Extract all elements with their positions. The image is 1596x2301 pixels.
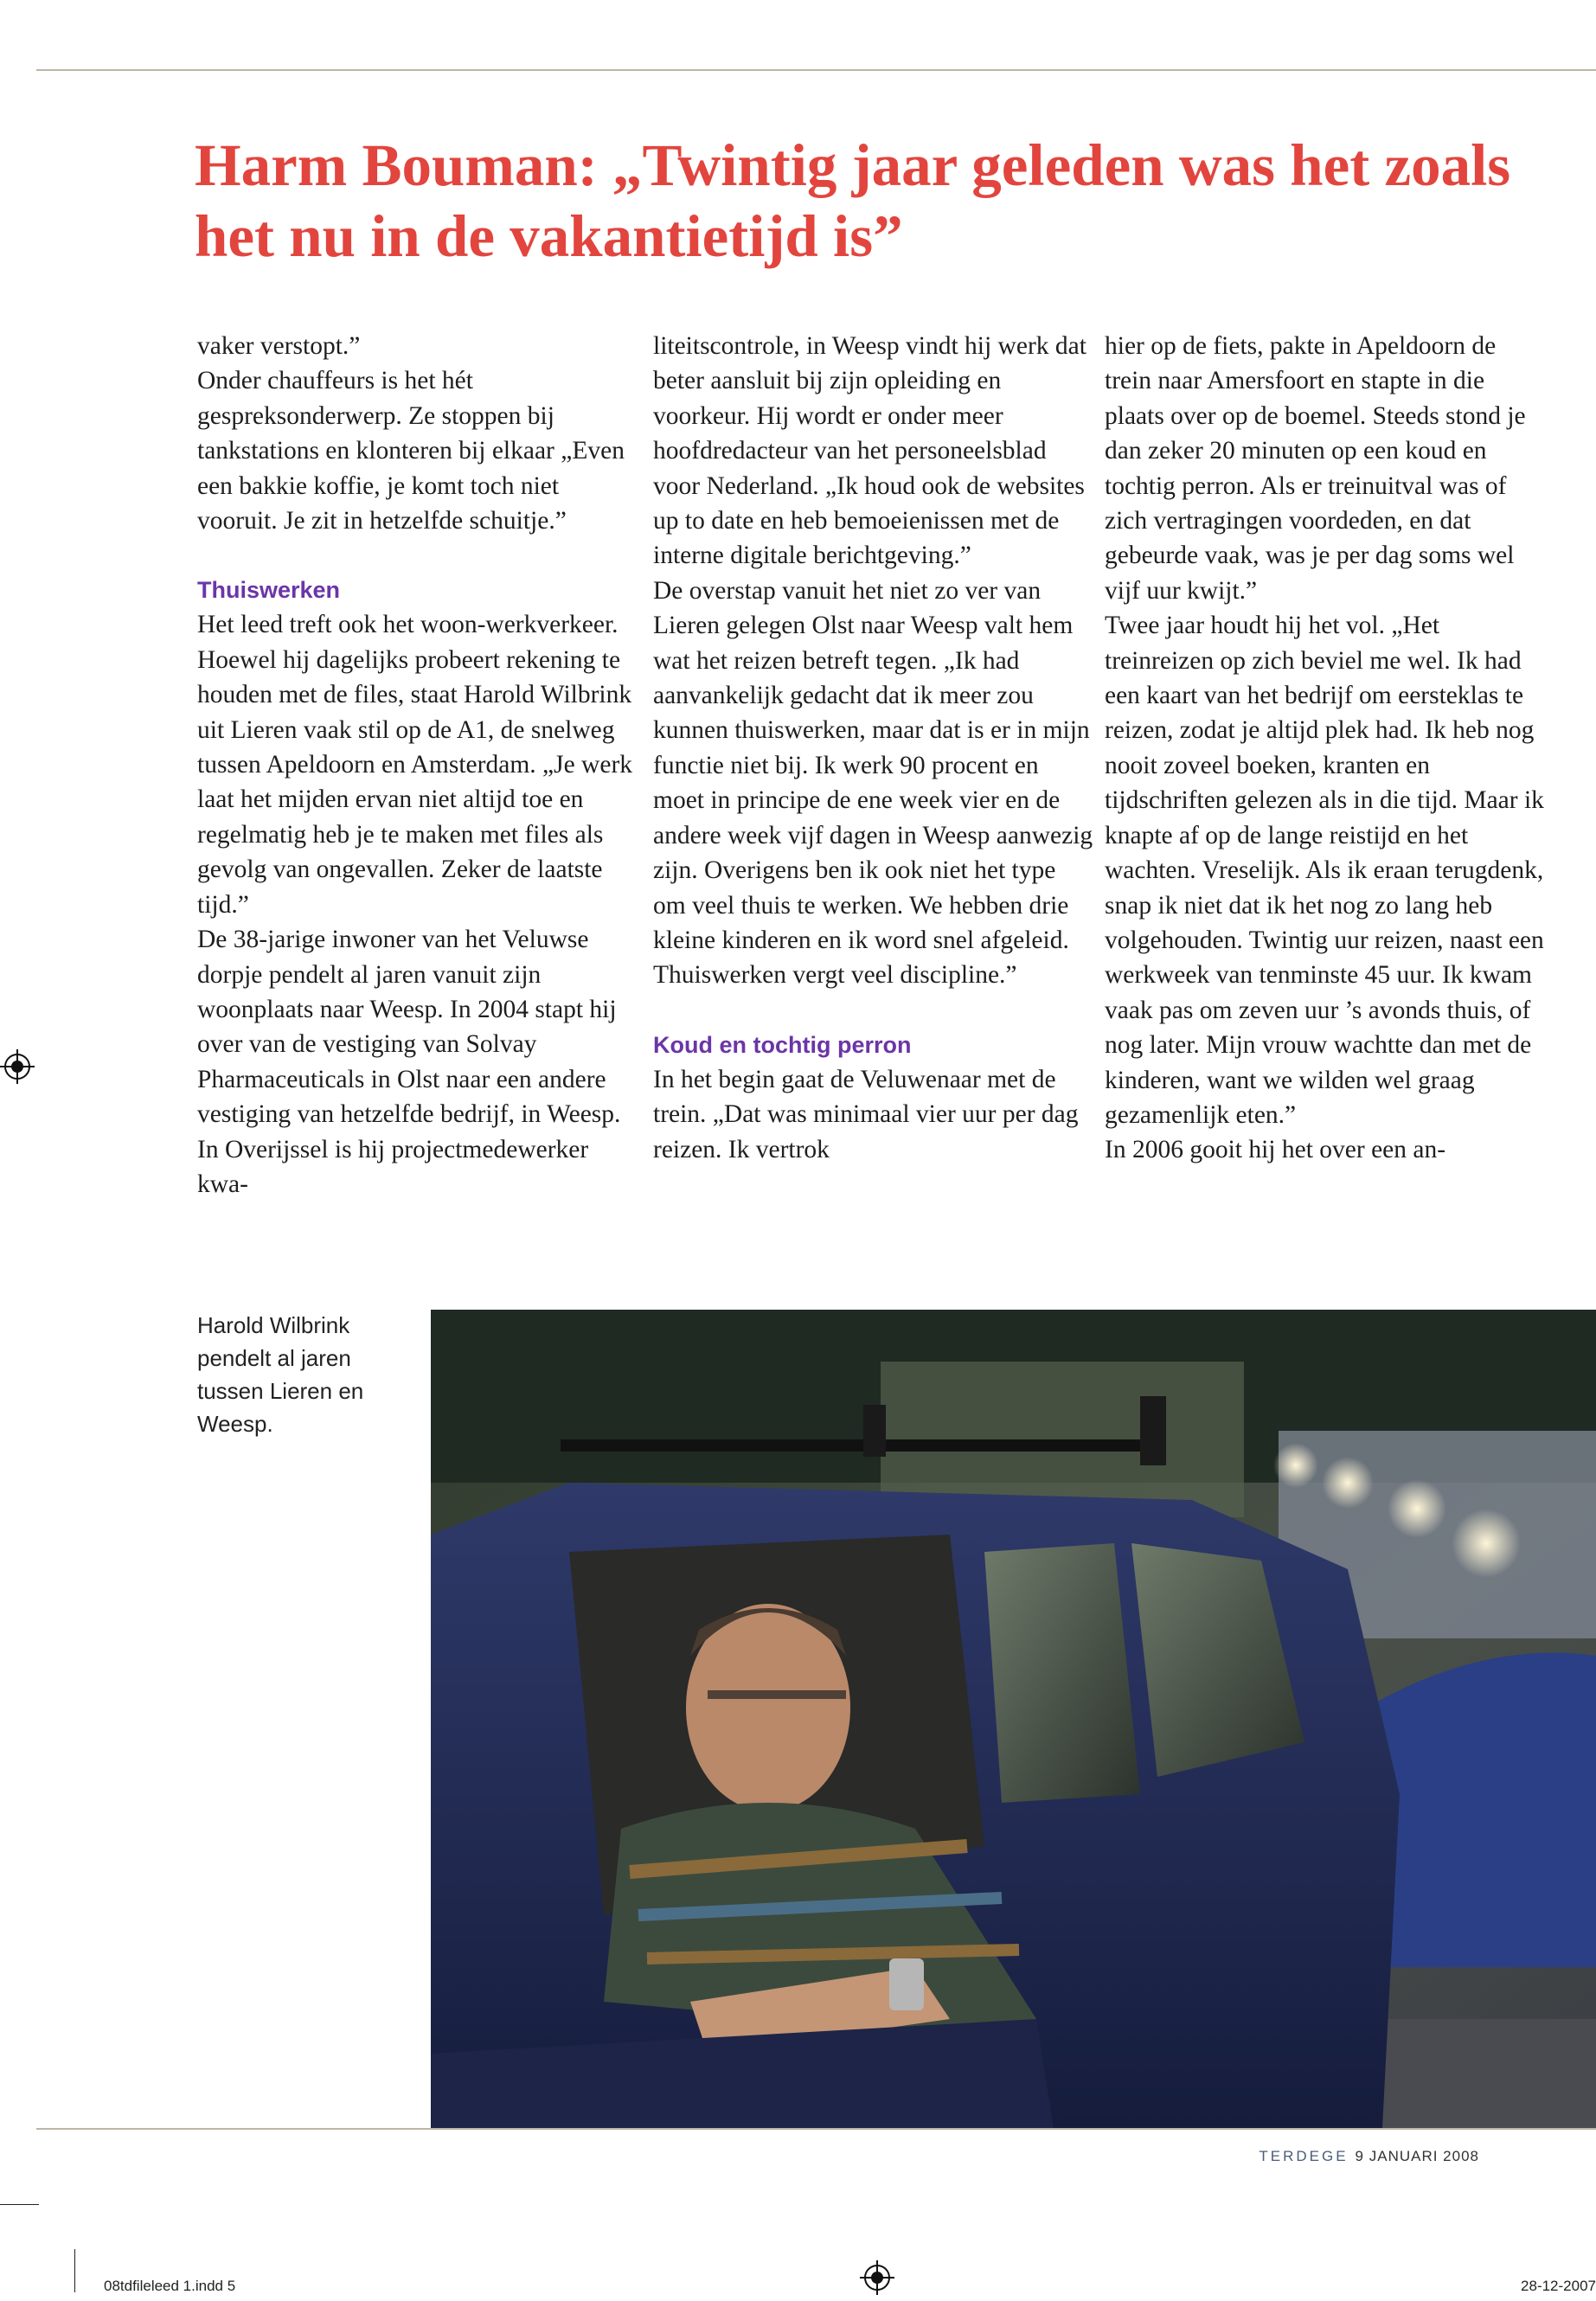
subheading-thuiswerken: Thuiswerken: [197, 577, 341, 604]
article-photo: [431, 1310, 1596, 2128]
paragraph: In 2006 gooit hij het over een an-: [1105, 1136, 1446, 1164]
article-column-2: [653, 329, 1094, 1167]
top-rule: [36, 69, 1596, 71]
paragraph: hier op de fiets, pakte in Apeldoorn de trein naar Amersfoort en stapte in die plaats over op de boemel. Steeds stond je dan zeker 20 minuten op een koud en tochtig perron. Als er treinuitval was of zich vertragingen voordeden, en dat gebeurde vaak, was je per dag soms wel vijf uur kwijt.”: [1105, 332, 1526, 605]
registration-mark-icon: [0, 1049, 35, 1084]
paragraph: liteitscontrole, in Weesp vindt hij werk dat beter aansluit bij zijn opleiding en voorkeur. Hij wordt er onder meer hoofdredacteur van het personeelsblad voor Nederland. „Ik houd ook de websites up to date en heb bemoeienissen met de interne digitale berichtgeving.”: [653, 332, 1086, 570]
print-date: 28-12-2007: [1521, 2278, 1596, 2294]
photo-caption: Harold Wilbrink pendelt al jaren tussen Lieren en Weesp.: [197, 1312, 364, 1437]
article-column-1: [197, 329, 638, 1202]
paragraph: De 38-jarige inwoner van het Veluwse dorpje pendelt al jaren vanuit zijn woonplaats naar Weesp. In 2004 stapt hij over van de vestiging van Solvay Pharmaceuticals in Olst naar een andere vestiging van hetzelfde bedrijf, in Weesp. In Overijssel is hij projectmedewerker kwa-: [197, 926, 621, 1198]
file-slug: 08tdfileleed 1.indd 5: [104, 2278, 236, 2294]
paragraph: Twee jaar houdt hij het vol. „Het treinreizen op zich beviel me wel. Ik had een kaart van het bedrijf om eersteklas te reizen, zodat je altijd plek had. Ik heb nog nooit zoveel boeken, kranten en tijdschriften gelezen als in die tijd. Maar ik knapte af op de lange reistijd en het wachten. Vreselijk. Als ik eraan terugdenk, snap ik niet dat ik het nog zo lang heb volgehouden. Twintig uur reizen, naast een werkweek van tenminste 45 uur. Ik kwam vaak pas om zeven uur ’s avonds thuis, of nog later. Mijn vrouw wachtte dan met de kinderen, want we wilden wel graag gezamenlijk eten.”: [1105, 612, 1544, 1129]
bottom-rule: [36, 2128, 1596, 2130]
crop-mark-left: [0, 2204, 39, 2205]
headline: Harm Bouman: „Twintig jaar geleden was het zoals het nu in de vakantietijd is”: [195, 132, 1511, 269]
paragraph: Het leed treft ook het woon-werkverkeer. Hoewel hij dagelijks probeert rekening te houden met de files, staat Harold Wilbrink uit Lieren vaak stil op de A1, de snelweg tussen Apeldoorn en Amsterdam. „Je werk laat het mijden ervan niet altijd toe en regelmatig heb je te maken met files als gevolg van ongevallen. Zeker de laatste tijd.”: [197, 611, 633, 919]
crop-mark-bottom: [74, 2249, 75, 2292]
magazine-name: TERDEGE: [1259, 2148, 1349, 2164]
paragraph: vaker verstopt.”: [197, 332, 361, 360]
paragraph: De overstap vanuit het niet zo ver van Lieren gelegen Olst naar Weesp valt hem wat het reizen betreft tegen. „Ik had aanvankelijk gedacht dat ik meer zou kunnen thuiswerken, maar dat is er in mijn functie niet bij. Ik werk 90 procent en moet in principe de ene week vier en de andere week vijf dagen in Weesp aanwezig zijn. Overigens ben ik ook niet het type om veel thuis te werken. We hebben drie kleine kinderen en ik word snel afgeleid. Thuiswerken vergt veel discipline.”: [653, 576, 1093, 990]
paragraph: In het begin gaat de Veluwenaar met de trein. „Dat was minimaal vier uur per dag reizen. Ik vertrok: [653, 1065, 1079, 1163]
issue-date: 9 JANUARI 2008: [1355, 2148, 1479, 2164]
paragraph: Onder chauffeurs is het hét gespreksonderwerp. Ze stoppen bij tankstations en klonteren bij elkaar „Even een bakkie koffie, je komt toch niet vooruit. Je zit in hetzelfde schuitje.”: [197, 367, 625, 535]
article-column-3: [1105, 329, 1546, 1168]
magazine-footer: [1259, 2148, 1479, 2165]
registration-mark-icon: [860, 2260, 894, 2295]
subheading-koud-en-tochtig-perron: Koud en tochtig perron: [653, 1031, 912, 1058]
photo-man-in-car-illustration: [431, 1310, 1596, 2128]
